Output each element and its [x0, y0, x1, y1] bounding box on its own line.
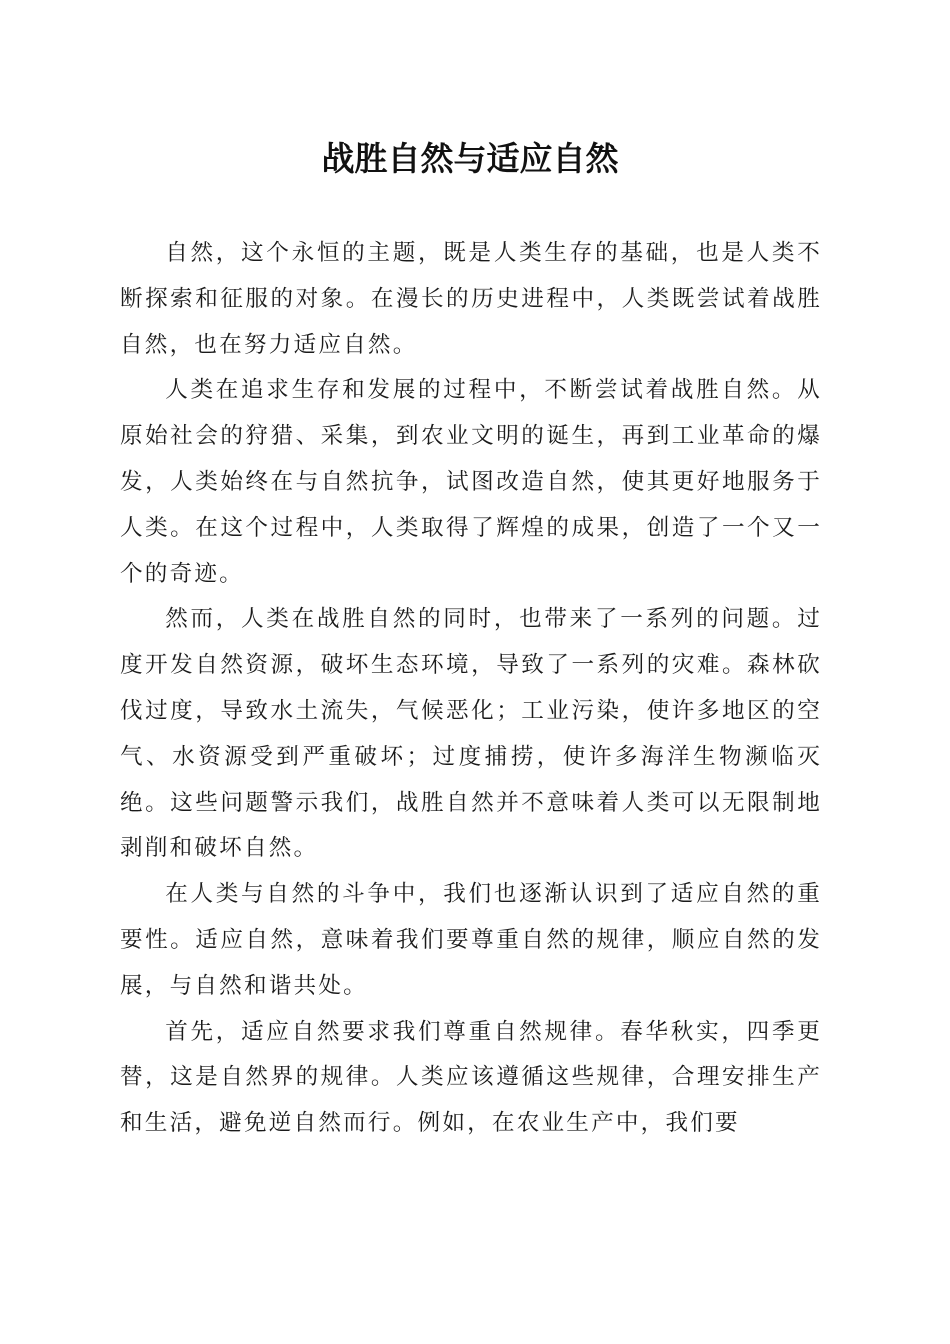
- paragraph-4: 在人类与自然的斗争中，我们也逐渐认识到了适应自然的重要性。适应自然，意味着我们要尊重自然的规律，顺应自然的发展，与自然和谐共处。: [120, 881, 822, 999]
- paragraph-2: 人类在追求生存和发展的过程中，不断尝试着战胜自然。从原始社会的狩猎、采集，到农业文明的诞生，再到工业革命的爆发，人类始终在与自然抗争，试图改造自然，使其更好地服务于人类。在这个过程中，人类取得了辉煌的成果，创造了一个又一个的奇迹。: [120, 377, 822, 587]
- document-title: 战胜自然与适应自然: [321, 139, 619, 178]
- paragraph-1: 自然，这个永恒的主题，既是人类生存的基础，也是人类不断探索和征服的对象。在漫长的历史进程中，人类既尝试着战胜自然，也在努力适应自然。: [120, 240, 822, 358]
- document-body: [120, 231, 822, 1147]
- paragraph-3: 然而，人类在战胜自然的同时，也带来了一系列的问题。过度开发自然资源，破坏生态环境，导致了一系列的灾难。森林砍伐过度，导致水土流失，气候恶化；工业污染，使许多地区的空气、水资源受到严重破坏；过度捕捞，使许多海洋生物濒临灭绝。这些问题警示我们，战胜自然并不意味着人类可以无限制地剥削和破坏自然。: [120, 606, 822, 862]
- paragraph-5: 首先，适应自然要求我们尊重自然规律。春华秋实，四季更替，这是自然界的规律。人类应该遵循这些规律，合理安排生产和生活，避免逆自然而行。例如，在农业生产中，我们要: [120, 1018, 822, 1137]
